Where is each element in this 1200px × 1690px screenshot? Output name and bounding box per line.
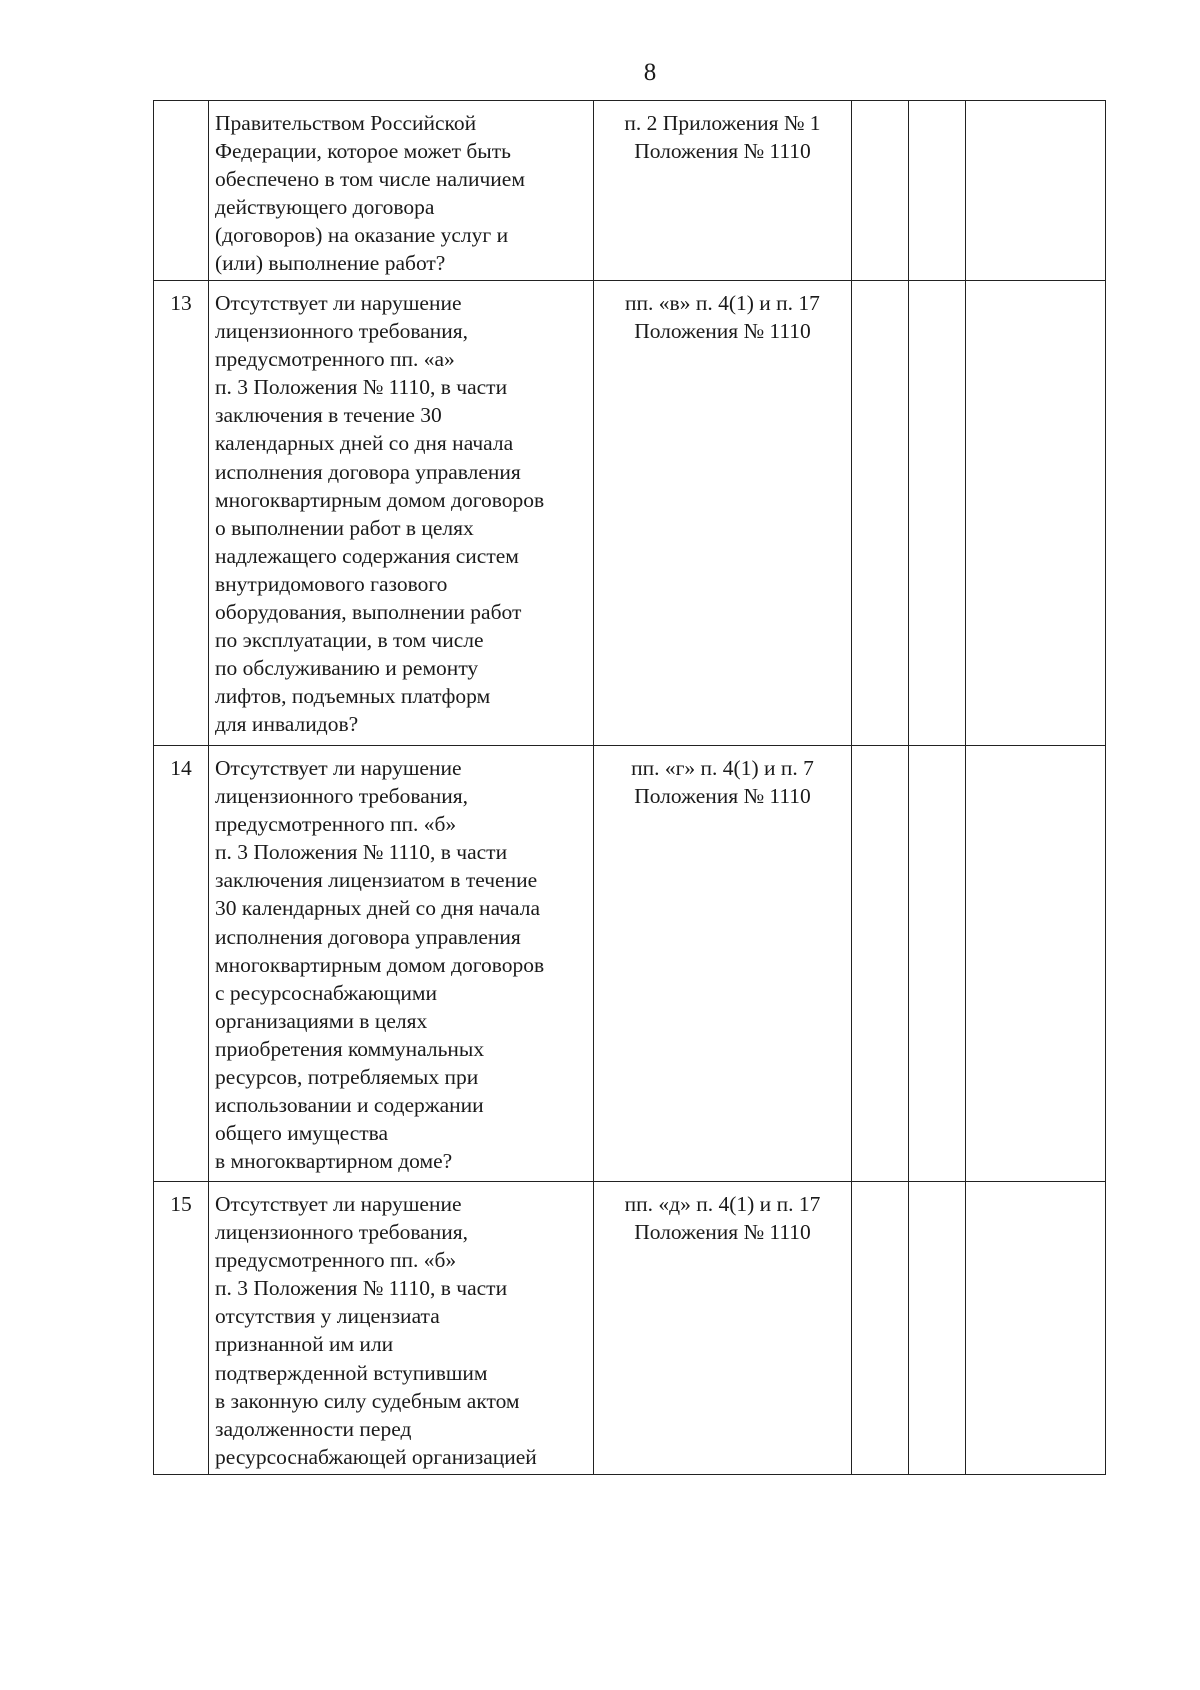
answer-yes-cell [852, 281, 909, 746]
question-line: о выполнении работ в целях [215, 515, 474, 540]
answer-yes-cell [852, 101, 909, 281]
question-line: 30 календарных дней со дня начала [215, 896, 541, 921]
question-cell [209, 101, 594, 281]
question-line: лифтов, подъемных платформ [215, 684, 491, 709]
question-line: в законную силу судебным актом [215, 1388, 520, 1413]
row-number: 13 [154, 281, 209, 746]
question-line: многоквартирным домом договоров [215, 487, 545, 512]
table-row [154, 746, 1106, 1182]
question-line: приобретения коммунальных [215, 1036, 485, 1061]
question-line: Отсутствует ли нарушение [215, 756, 462, 780]
row-number [154, 101, 209, 281]
question-cell [209, 281, 594, 746]
answer-no-cell [909, 1182, 966, 1475]
question-line: заключения лицензиатом в течение [215, 868, 538, 893]
question-line: (или) выполнение работ? [215, 251, 446, 276]
question-line: заключения в течение 30 [215, 403, 442, 428]
question-line: лицензионного требования, [215, 784, 469, 809]
question-line: внутридомового газового [215, 571, 448, 596]
answer-no-cell [909, 281, 966, 746]
question-line: предусмотренного пп. «а» [215, 347, 455, 372]
page-number: 8 [643, 59, 657, 86]
question-line: в многоквартирном доме? [215, 1149, 453, 1174]
table-row [154, 1182, 1106, 1475]
question-line: (договоров) на оказание услуг и [215, 223, 509, 248]
question-line: отсутствия у лицензиата [215, 1304, 440, 1329]
question-line: предусмотренного пп. «б» [215, 1248, 457, 1273]
question-line: действующего договора [215, 195, 435, 220]
question-line: по обслуживанию и ремонту [215, 656, 479, 681]
question-line: п. 3 Положения № 1110, в части [215, 1276, 508, 1301]
answer-yes-cell [852, 1182, 909, 1475]
reference-line: пп. «г» п. 4(1) и п. 7 [631, 756, 814, 780]
question-line: лицензионного требования, [215, 1220, 469, 1245]
reference-line: Положения № 1110 [634, 1220, 811, 1245]
question-line: общего имущества [215, 1121, 389, 1146]
notes-cell [966, 1182, 1106, 1475]
reference-cell [594, 101, 852, 281]
reference-line: пп. «д» п. 4(1) и п. 17 [624, 1192, 821, 1216]
question-line: использовании и содержании [215, 1093, 484, 1118]
answer-no-cell [909, 746, 966, 1182]
question-line: п. 3 Положения № 1110, в части [215, 375, 508, 400]
question-line: оборудования, выполнении работ [215, 600, 522, 625]
question-line: обеспечено в том числе наличием [215, 167, 525, 192]
notes-cell [966, 101, 1106, 281]
question-line: многоквартирным домом договоров [215, 952, 545, 977]
row-number: 14 [154, 746, 209, 1182]
notes-cell [966, 281, 1106, 746]
question-line: надлежащего содержания систем [215, 543, 519, 568]
answer-yes-cell [852, 746, 909, 1182]
question-line: организациями в целях [215, 1008, 428, 1033]
question-line: задолженности перед [215, 1416, 412, 1441]
reference-line: Положения № 1110 [634, 784, 811, 809]
reference-line: пп. «в» п. 4(1) и п. 17 [625, 291, 820, 315]
question-line: по эксплуатации, в том числе [215, 628, 484, 653]
question-line: лицензионного требования, [215, 319, 469, 344]
question-line: предусмотренного пп. «б» [215, 812, 457, 837]
reference-line: Положения № 1110 [634, 139, 811, 164]
question-line: подтвержденной вступившим [215, 1360, 488, 1385]
table-row [154, 281, 1106, 746]
reference-cell [594, 1182, 852, 1475]
question-cell [209, 746, 594, 1182]
table-row [154, 101, 1106, 281]
reference-cell [594, 746, 852, 1182]
checklist-table [153, 100, 1106, 1475]
reference-line: Положения № 1110 [634, 319, 811, 344]
question-line: признанной им или [215, 1332, 394, 1357]
question-line: ресурсоснабжающей организацией [215, 1444, 537, 1469]
question-line: Отсутствует ли нарушение [215, 1192, 462, 1216]
question-line: Отсутствует ли нарушение [215, 291, 462, 315]
answer-no-cell [909, 101, 966, 281]
question-line: календарных дней со дня начала [215, 431, 514, 456]
question-line: исполнения договора управления [215, 924, 521, 949]
question-line: Правительством Российской [215, 111, 477, 135]
question-line: п. 3 Положения № 1110, в части [215, 840, 508, 865]
notes-cell [966, 746, 1106, 1182]
reference-line: п. 2 Приложения № 1 [624, 111, 821, 135]
question-line: с ресурсоснабжающими [215, 980, 437, 1005]
reference-cell [594, 281, 852, 746]
question-line: ресурсов, потребляемых при [215, 1065, 479, 1090]
row-number: 15 [154, 1182, 209, 1475]
question-cell [209, 1182, 594, 1475]
question-line: исполнения договора управления [215, 459, 521, 484]
question-line: Федерации, которое может быть [215, 139, 511, 164]
question-line: для инвалидов? [215, 712, 359, 737]
